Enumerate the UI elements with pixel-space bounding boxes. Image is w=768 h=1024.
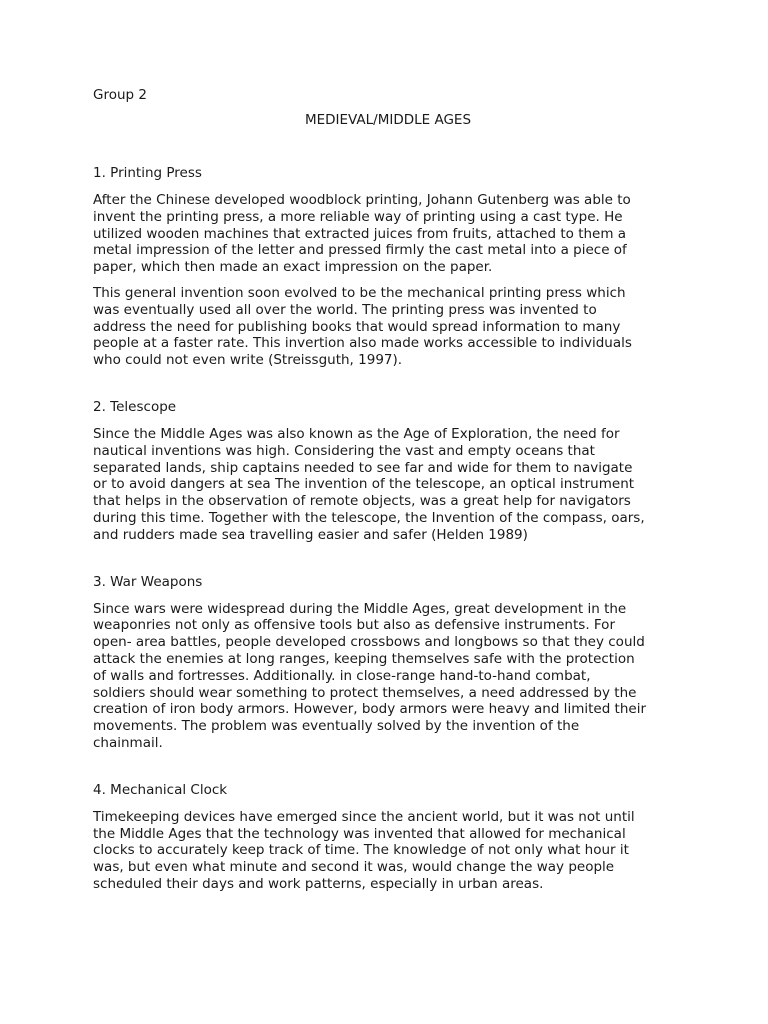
section-war-weapons bbox=[93, 574, 683, 752]
paragraph: This general invention soon evolved to be the mechanical printing press which was eventually used all over the world. The printing press was invented to address the need for publishing books that would spread information to many people at a faster rate. This invertion also made works accessible to individuals who could not even write (Streissguth, 1997). bbox=[93, 284, 632, 369]
document-page bbox=[93, 87, 683, 902]
section-mechanical-clock bbox=[93, 782, 683, 893]
group-label: Group 2 bbox=[93, 87, 147, 103]
section-heading: 4. Mechanical Clock bbox=[93, 781, 228, 798]
document-title: MEDIEVAL/MIDDLE AGES bbox=[304, 112, 472, 128]
section-heading: 2. Telescope bbox=[93, 398, 177, 415]
section-telescope bbox=[93, 399, 683, 544]
section-heading: 3. War Weapons bbox=[93, 573, 203, 590]
section-printing-press bbox=[93, 165, 683, 369]
paragraph: Since wars were widespread during the Middle Ages, great development in the weaponries not only as offensive tools but also as defensive instruments. For open- area battles, people developed crossbows and longbows so that they could attack the enemies at long ranges, keeping themselves safe with the protection of walls and fortresses. Additionally. in close-range hand-to-hand combat, soldiers should wear something to protect themselves, a need addressed by the creation of iron body armors. However, body armors were heavy and limited their movements. The problem was eventually solved by the invention of the chainmail. bbox=[93, 600, 647, 751]
section-heading: 1. Printing Press bbox=[93, 165, 202, 181]
paragraph: After the Chinese developed woodblock printing, Johann Gutenberg was able to invent the printing press, a more reliable way of printing using a cast type. He utilized wooden machines that extracted juices from fruits, attached to them a metal impression of the letter and pressed firmly the cast metal into a piece of paper, which then made an exact impression on the paper. bbox=[93, 192, 631, 276]
paragraph: Timekeeping devices have emerged since the ancient world, but it was not until the Middle Ages that the technology was invented that allowed for mechanical clocks to accurately keep track of time. The knowledge of not only what hour it was, but even what minute and second it was, would change the way people scheduled their days and work patterns, especially in urban areas. bbox=[93, 808, 635, 892]
paragraph: Since the Middle Ages was also known as the Age of Exploration, the need for nautical inventions was high. Considering the vast and empty oceans that separated lands, ship captains needed to see far and wide for them to navigate or to avoid dangers at sea The invention of the telescope, an optical instrument that helps in the observation of remote objects, was a great help for navigators during this time. Together with the telescope, the Invention of the compass, oars, and rudders made sea travelling easier and safer (Helden 1989) bbox=[93, 425, 645, 543]
